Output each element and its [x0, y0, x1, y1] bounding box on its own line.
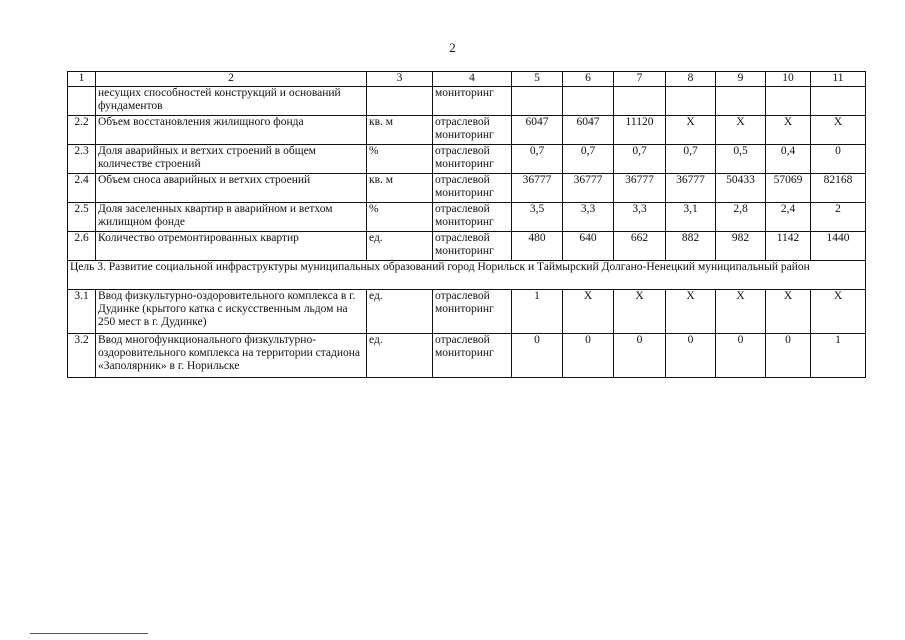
unit-cell: ед.: [367, 232, 433, 261]
value-cell: Х: [716, 290, 766, 334]
value-cell: Х: [811, 116, 866, 145]
value-cell: 82168: [811, 174, 866, 203]
indicator-name-cell: Доля заселенных квартир в аварийном и ветхом жилищном фонде: [96, 203, 367, 232]
value-cell: 0: [614, 334, 666, 378]
header-cell: 3: [367, 72, 433, 87]
unit-cell: ед.: [367, 290, 433, 334]
indicator-name-cell: Ввод многофункционального физкультурно-оздоровительного комплекса на территории стадиона «Заполярник» в г. Норильске: [96, 334, 367, 378]
value-cell: Х: [766, 290, 811, 334]
header-cell: 6: [563, 72, 614, 87]
row-number-cell: 2.3: [68, 145, 96, 174]
indicators-table: [67, 71, 866, 378]
value-cell: 57069: [766, 174, 811, 203]
value-cell: 640: [563, 232, 614, 261]
header-cell: 2: [96, 72, 367, 87]
unit-cell: %: [367, 203, 433, 232]
header-cell: 4: [433, 72, 512, 87]
goal-row: [68, 261, 866, 290]
value-cell: 1440: [811, 232, 866, 261]
value-cell: 982: [716, 232, 766, 261]
value-cell: 2,4: [766, 203, 811, 232]
page-number: 2: [449, 40, 456, 55]
value-cell: 0,7: [614, 145, 666, 174]
value-cell: Х: [811, 290, 866, 334]
source-cell: отраслевой мониторинг: [433, 174, 512, 203]
value-cell: 2: [811, 203, 866, 232]
value-cell: 0: [716, 334, 766, 378]
value-cell: 11120: [614, 116, 666, 145]
value-cell: 3,3: [563, 203, 614, 232]
value-cell: 0: [766, 334, 811, 378]
value-cell: Х: [666, 116, 716, 145]
value-cell: 36777: [614, 174, 666, 203]
column-number-row: [68, 72, 866, 87]
goal-3-heading: Цель 3. Развитие социальной инфраструктуры муниципальных образований город Норильск и Таймырский Долгано-Ненецкий муниципальный район: [68, 261, 866, 290]
header-cell: 11: [811, 72, 866, 87]
indicator-name-cell: Объем восстановления жилищного фонда: [96, 116, 367, 145]
table-row: [68, 116, 866, 145]
value-cell: 0,7: [512, 145, 563, 174]
value-cell: 0: [563, 334, 614, 378]
value-cell: 1142: [766, 232, 811, 261]
source-cell: отраслевой мониторинг: [433, 203, 512, 232]
unit-cell: ед.: [367, 334, 433, 378]
continuation-row: [68, 87, 866, 116]
value-cell: Х: [563, 290, 614, 334]
value-cell: 882: [666, 232, 716, 261]
value-cell: 36777: [512, 174, 563, 203]
value-cell: 0: [666, 334, 716, 378]
table-row: [68, 232, 866, 261]
table-row: [68, 334, 866, 378]
value-cell: 0: [512, 334, 563, 378]
row-number-cell: 2.4: [68, 174, 96, 203]
value-cell: Х: [666, 290, 716, 334]
row-number-cell: 2.6: [68, 232, 96, 261]
value-cell: 0: [811, 145, 866, 174]
source-cell: мониторинг: [433, 87, 512, 116]
table-row: [68, 145, 866, 174]
value-cell: 0,4: [766, 145, 811, 174]
value-cell: Х: [716, 116, 766, 145]
source-cell: отраслевой мониторинг: [433, 290, 512, 334]
value-cell: 0,7: [666, 145, 716, 174]
source-cell: отраслевой мониторинг: [433, 232, 512, 261]
header-cell: 7: [614, 72, 666, 87]
row-number-cell: 2.2: [68, 116, 96, 145]
indicator-name-cell: несущих способностей конструкций и оснований фундаментов: [96, 87, 367, 116]
value-cell: 480: [512, 232, 563, 261]
header-cell: 1: [68, 72, 96, 87]
table-row: [68, 174, 866, 203]
value-cell: 662: [614, 232, 666, 261]
value-cell: 2,8: [716, 203, 766, 232]
table-row: [68, 203, 866, 232]
indicator-name-cell: Объем сноса аварийных и ветхих строений: [96, 174, 367, 203]
row-number-cell: 2.5: [68, 203, 96, 232]
footer-rule: [30, 633, 148, 634]
value-cell: 6047: [512, 116, 563, 145]
unit-cell: %: [367, 145, 433, 174]
value-cell: 6047: [563, 116, 614, 145]
source-cell: отраслевой мониторинг: [433, 116, 512, 145]
unit-cell: кв. м: [367, 116, 433, 145]
row-number-cell: 3.1: [68, 290, 96, 334]
value-cell: 50433: [716, 174, 766, 203]
value-cell: 0,7: [563, 145, 614, 174]
header-cell: 10: [766, 72, 811, 87]
header-cell: 8: [666, 72, 716, 87]
indicator-name-cell: Доля аварийных и ветхих строений в общем количестве строений: [96, 145, 367, 174]
source-cell: отраслевой мониторинг: [433, 334, 512, 378]
value-cell: 1: [512, 290, 563, 334]
indicator-name-cell: Количество отремонтированных квартир: [96, 232, 367, 261]
source-cell: отраслевой мониторинг: [433, 145, 512, 174]
row-number-cell: 3.2: [68, 334, 96, 378]
table-row: [68, 290, 866, 334]
value-cell: 0,5: [716, 145, 766, 174]
value-cell: 36777: [563, 174, 614, 203]
value-cell: 1: [811, 334, 866, 378]
indicator-name-cell: Ввод физкультурно-оздоровительного комплекса в г. Дудинке (крытого катка с искусственным льдом на 250 мест в г. Дудинке): [96, 290, 367, 334]
value-cell: Х: [766, 116, 811, 145]
header-cell: 5: [512, 72, 563, 87]
value-cell: 3,1: [666, 203, 716, 232]
header-cell: 9: [716, 72, 766, 87]
value-cell: 3,3: [614, 203, 666, 232]
value-cell: 36777: [666, 174, 716, 203]
value-cell: Х: [614, 290, 666, 334]
value-cell: 3,5: [512, 203, 563, 232]
unit-cell: кв. м: [367, 174, 433, 203]
